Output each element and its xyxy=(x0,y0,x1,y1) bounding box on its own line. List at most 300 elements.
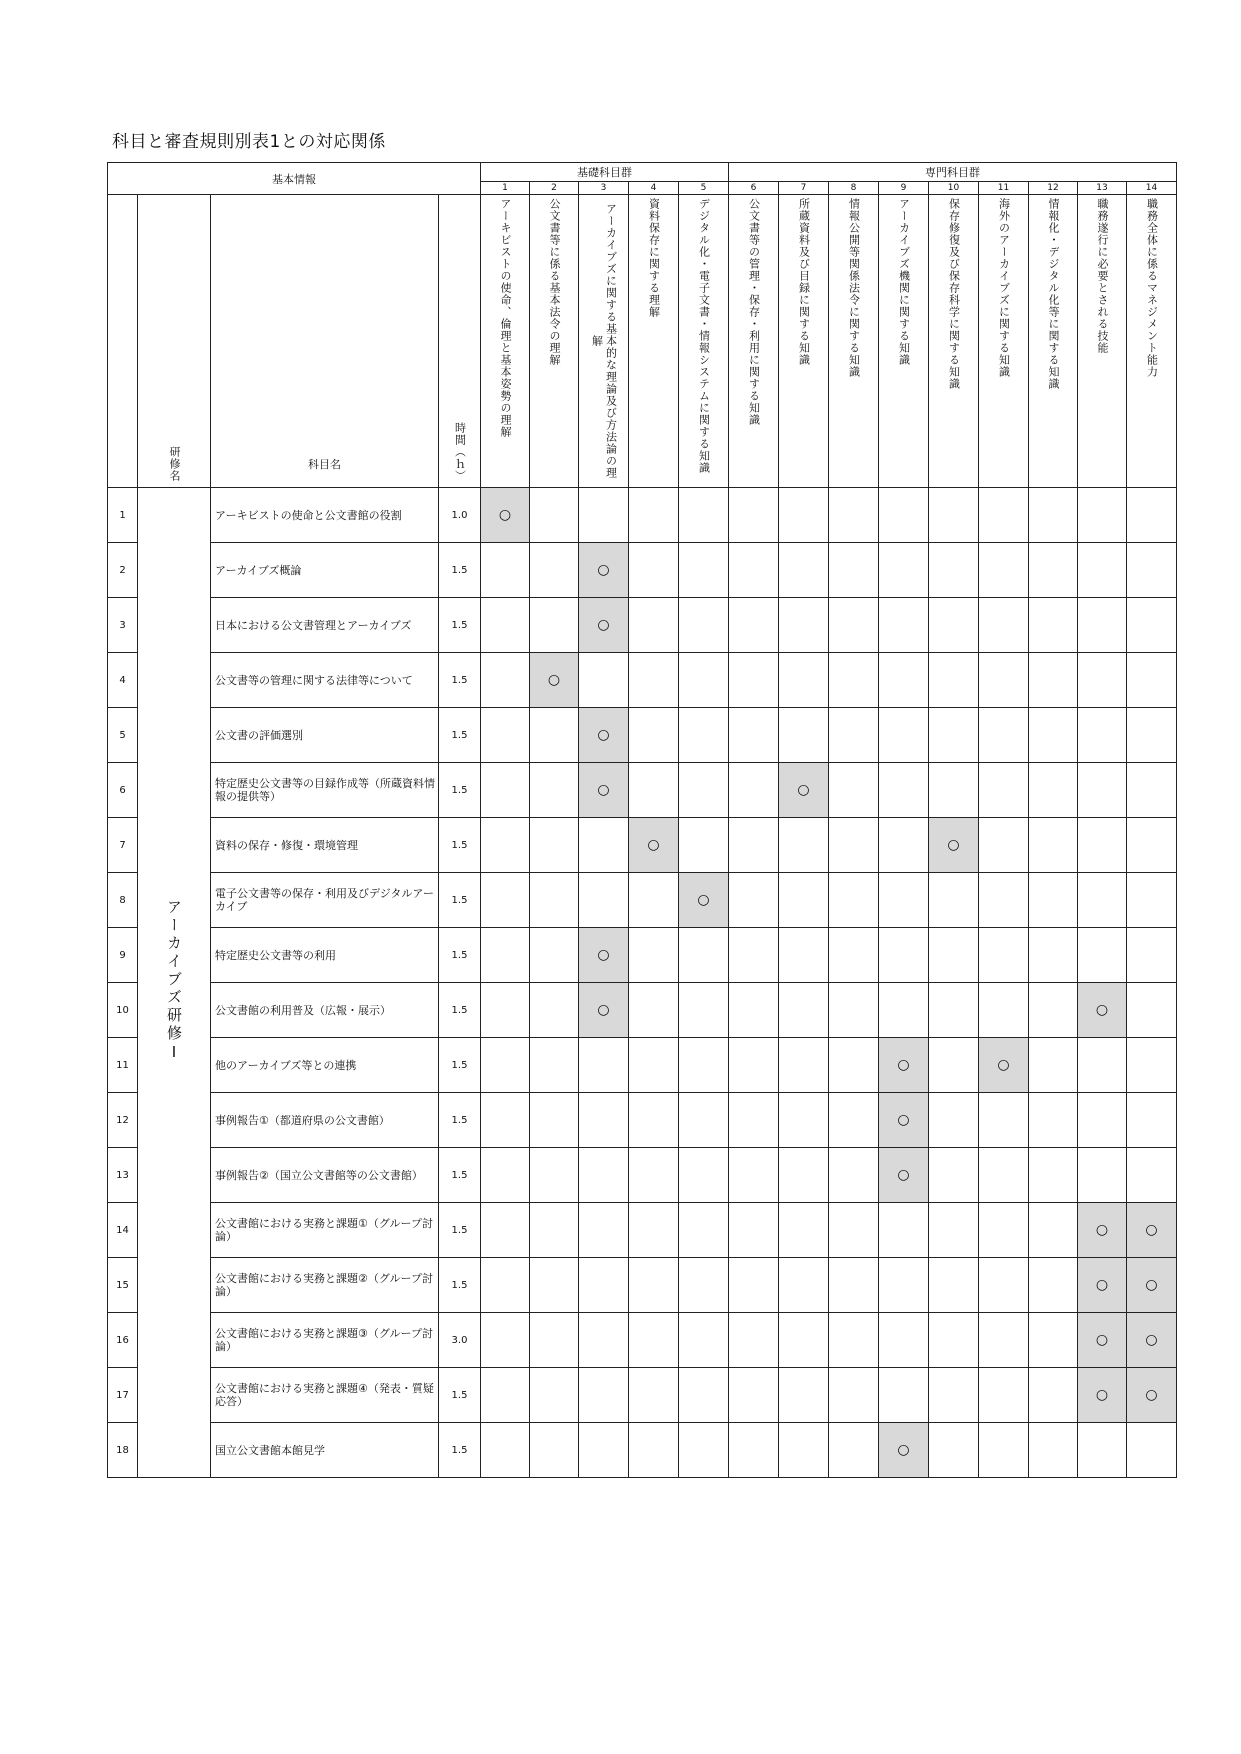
mark-circle: ○ xyxy=(498,507,512,523)
mark-cell xyxy=(579,763,629,818)
mark-cell xyxy=(481,983,530,1038)
mark-cell xyxy=(481,653,530,708)
mark-circle: ○ xyxy=(897,1442,910,1458)
criteria-label: 公文書等の管理・保存・利用に関する知識 xyxy=(747,198,761,426)
mark-cell xyxy=(1127,1313,1177,1368)
mark-cell xyxy=(929,653,979,708)
mark-cell xyxy=(979,543,1029,598)
mark-cell xyxy=(1029,1038,1078,1093)
mark-cell xyxy=(1127,598,1177,653)
mark-circle: ○ xyxy=(597,1002,610,1018)
mark-cell xyxy=(1029,598,1078,653)
mark-circle: ○ xyxy=(897,1167,910,1183)
mark-cell xyxy=(530,1423,579,1478)
mark-cell xyxy=(929,1368,979,1423)
subject-cell: 公文書等の管理に関する法律等について xyxy=(211,653,439,708)
mark-cell xyxy=(729,1368,779,1423)
mark-cell xyxy=(481,1203,530,1258)
mark-cell xyxy=(579,598,629,653)
mark-cell xyxy=(1029,873,1078,928)
mark-cell xyxy=(979,928,1029,983)
mark-cell xyxy=(729,1093,779,1148)
mark-cell xyxy=(1127,488,1177,543)
mark-cell xyxy=(530,1313,579,1368)
mark-cell xyxy=(979,763,1029,818)
criteria-column-header xyxy=(481,195,530,488)
mark-cell xyxy=(1078,598,1127,653)
mark-cell xyxy=(530,1093,579,1148)
mark-cell xyxy=(729,488,779,543)
course-name-label: 研修名 xyxy=(168,446,181,482)
column-number: 13 xyxy=(1078,182,1127,195)
mark-cell xyxy=(1127,763,1177,818)
mark-cell xyxy=(1078,763,1127,818)
hours-cell: 1.5 xyxy=(439,928,481,983)
mark-cell xyxy=(629,983,679,1038)
mark-cell xyxy=(1029,763,1078,818)
row-number: 7 xyxy=(108,818,138,873)
mark-cell xyxy=(779,983,829,1038)
mark-cell xyxy=(929,763,979,818)
mark-cell xyxy=(629,1258,679,1313)
subject-cell: 事例報告①（都道府県の公文書館） xyxy=(211,1093,439,1148)
mark-cell xyxy=(929,708,979,763)
mark-cell xyxy=(1078,1368,1127,1423)
column-number: 12 xyxy=(1029,182,1078,195)
mark-circle: ○ xyxy=(947,837,960,853)
mark-cell xyxy=(929,488,979,543)
mark-cell xyxy=(629,1093,679,1148)
mark-circle: ○ xyxy=(597,562,610,578)
subject-cell: アーキビストの使命と公文書館の役割 xyxy=(211,488,439,543)
mark-cell xyxy=(1029,1368,1078,1423)
mark-cell xyxy=(729,1423,779,1478)
mark-cell xyxy=(879,653,929,708)
mark-cell xyxy=(679,543,729,598)
criteria-label: アーカイブズ機関に関する知識 xyxy=(897,198,911,366)
mark-cell xyxy=(879,543,929,598)
mark-cell xyxy=(579,1203,629,1258)
mark-cell xyxy=(1127,543,1177,598)
table-row xyxy=(108,818,1177,873)
criteria-column-header xyxy=(530,195,579,488)
column-number: 4 xyxy=(629,182,679,195)
hours-cell: 1.5 xyxy=(439,1203,481,1258)
criteria-label: デジタル化・電子文書・情報システムに関する知識 xyxy=(697,198,711,474)
mark-cell xyxy=(1078,488,1127,543)
table-row xyxy=(108,1313,1177,1368)
mark-cell xyxy=(579,818,629,873)
mark-cell xyxy=(1127,983,1177,1038)
mark-cell xyxy=(579,1038,629,1093)
mark-cell xyxy=(1078,1203,1127,1258)
row-number: 14 xyxy=(108,1203,138,1258)
mark-cell xyxy=(530,1368,579,1423)
mark-cell xyxy=(481,818,530,873)
mark-cell xyxy=(1029,1203,1078,1258)
mark-cell xyxy=(1127,1368,1177,1423)
mark-cell xyxy=(1078,1313,1127,1368)
mark-cell xyxy=(530,873,579,928)
mark-cell xyxy=(829,543,879,598)
mark-cell xyxy=(579,653,629,708)
mark-cell xyxy=(679,928,729,983)
mark-cell xyxy=(1078,1423,1127,1478)
mark-cell xyxy=(879,1093,929,1148)
course-name: アーカイブズ研修Ⅰ xyxy=(165,898,183,1064)
mark-cell xyxy=(481,1258,530,1313)
criteria-column-header xyxy=(1127,195,1177,488)
table-row xyxy=(108,488,1177,543)
criteria-label: 職務全体に係るマネジメント能力 xyxy=(1145,198,1159,378)
mark-cell xyxy=(679,488,729,543)
subject-cell: 電子公文書等の保存・利用及びデジタルアーカイブ xyxy=(211,873,439,928)
table-row xyxy=(108,1148,1177,1203)
mark-cell xyxy=(1029,928,1078,983)
mark-cell xyxy=(879,1258,929,1313)
mark-cell xyxy=(481,1148,530,1203)
mark-cell xyxy=(879,1038,929,1093)
column-number: 11 xyxy=(979,182,1029,195)
mark-cell xyxy=(629,1313,679,1368)
hours-cell: 1.5 xyxy=(439,873,481,928)
hours-cell: 1.5 xyxy=(439,763,481,818)
mark-cell xyxy=(979,1093,1029,1148)
mark-cell xyxy=(829,653,879,708)
mark-circle: ○ xyxy=(597,782,610,798)
mark-cell xyxy=(679,1148,729,1203)
mark-cell xyxy=(1029,1093,1078,1148)
mark-cell xyxy=(729,983,779,1038)
mark-cell xyxy=(1029,488,1078,543)
mark-cell xyxy=(530,763,579,818)
column-number: 14 xyxy=(1127,182,1177,195)
mark-circle: ○ xyxy=(1095,1222,1109,1238)
mark-circle: ○ xyxy=(1095,1332,1109,1348)
mark-cell xyxy=(879,873,929,928)
criteria-column-header xyxy=(879,195,929,488)
mark-cell xyxy=(829,1423,879,1478)
mark-cell xyxy=(679,763,729,818)
mark-cell xyxy=(629,873,679,928)
mark-cell xyxy=(879,1203,929,1258)
mark-cell xyxy=(1029,818,1078,873)
mark-cell xyxy=(629,763,679,818)
page-title: 科目と審査規則別表1との対応関係 xyxy=(112,132,386,152)
row-number: 13 xyxy=(108,1148,138,1203)
hours-label: 時間（ｈ） xyxy=(453,422,467,482)
mark-cell xyxy=(1029,708,1078,763)
subject-cell: 特定歴史公文書等の利用 xyxy=(211,928,439,983)
mark-circle: ○ xyxy=(547,672,561,688)
hours-cell: 1.5 xyxy=(439,653,481,708)
subject-label: 科目名 xyxy=(308,458,341,471)
criteria-label: 所蔵資料及び目録に関する知識 xyxy=(797,198,811,366)
mark-cell xyxy=(929,1423,979,1478)
mark-cell xyxy=(1127,1148,1177,1203)
criteria-label: 公文書等に係る基本法令の理解 xyxy=(548,198,561,366)
mark-cell xyxy=(481,488,530,543)
mark-cell xyxy=(629,598,679,653)
mark-circle: ○ xyxy=(997,1057,1010,1073)
mark-cell xyxy=(779,928,829,983)
table-row xyxy=(108,1368,1177,1423)
mark-cell xyxy=(579,928,629,983)
mark-cell xyxy=(629,488,679,543)
mark-cell xyxy=(579,1368,629,1423)
mark-cell xyxy=(779,1313,829,1368)
no-column-header xyxy=(108,195,138,488)
mark-cell xyxy=(679,598,729,653)
mark-cell xyxy=(929,1093,979,1148)
row-number: 11 xyxy=(108,1038,138,1093)
mark-cell xyxy=(979,653,1029,708)
mark-circle: ○ xyxy=(647,837,660,853)
mark-cell xyxy=(579,1148,629,1203)
mark-cell xyxy=(1029,983,1078,1038)
row-number: 17 xyxy=(108,1368,138,1423)
mark-cell xyxy=(1029,543,1078,598)
mark-circle: ○ xyxy=(597,617,610,633)
mark-cell xyxy=(1078,1148,1127,1203)
mark-cell xyxy=(979,598,1029,653)
mark-cell xyxy=(779,543,829,598)
mark-cell xyxy=(1078,873,1127,928)
course-name-cell xyxy=(138,488,211,1478)
subject-cell: 公文書館における実務と課題③（グループ討論） xyxy=(211,1313,439,1368)
mark-cell xyxy=(629,1038,679,1093)
mark-circle: ○ xyxy=(597,727,610,743)
hours-cell: 1.5 xyxy=(439,983,481,1038)
mark-cell xyxy=(929,1148,979,1203)
subject-cell: 公文書の評価選別 xyxy=(211,708,439,763)
row-number: 12 xyxy=(108,1093,138,1148)
table-row xyxy=(108,1258,1177,1313)
column-number: 7 xyxy=(779,182,829,195)
row-number: 15 xyxy=(108,1258,138,1313)
row-number: 9 xyxy=(108,928,138,983)
subject-cell: 資料の保存・修復・環境管理 xyxy=(211,818,439,873)
table-row xyxy=(108,983,1177,1038)
mark-cell xyxy=(929,818,979,873)
mark-cell xyxy=(879,1368,929,1423)
mark-cell xyxy=(530,928,579,983)
column-number: 9 xyxy=(879,182,929,195)
mark-cell xyxy=(629,708,679,763)
mark-cell xyxy=(729,543,779,598)
mark-cell xyxy=(779,488,829,543)
table-row xyxy=(108,1093,1177,1148)
mark-cell xyxy=(1127,1423,1177,1478)
hours-header xyxy=(439,195,481,488)
mark-cell xyxy=(729,1313,779,1368)
hours-cell: 1.5 xyxy=(439,1038,481,1093)
mark-cell xyxy=(829,763,879,818)
mark-circle: ○ xyxy=(797,782,810,798)
column-number: 6 xyxy=(729,182,779,195)
mark-cell xyxy=(929,983,979,1038)
mark-cell xyxy=(530,1038,579,1093)
mark-cell xyxy=(481,1423,530,1478)
mark-circle: ○ xyxy=(1145,1387,1158,1403)
mark-circle: ○ xyxy=(1145,1277,1158,1293)
mark-cell xyxy=(879,1423,929,1478)
mark-cell xyxy=(879,1148,929,1203)
mark-cell xyxy=(679,818,729,873)
mark-cell xyxy=(879,983,929,1038)
mark-cell xyxy=(629,543,679,598)
mark-cell xyxy=(1127,653,1177,708)
mark-cell xyxy=(579,708,629,763)
mark-cell xyxy=(679,1093,729,1148)
mark-cell xyxy=(679,873,729,928)
mark-cell xyxy=(829,928,879,983)
mark-cell xyxy=(829,1313,879,1368)
mark-cell xyxy=(729,598,779,653)
mark-cell xyxy=(679,1313,729,1368)
mark-cell xyxy=(481,708,530,763)
mark-cell xyxy=(879,818,929,873)
mark-cell xyxy=(629,1203,679,1258)
row-number: 6 xyxy=(108,763,138,818)
column-number: 1 xyxy=(481,182,530,195)
mark-cell xyxy=(979,1148,1029,1203)
criteria-column-header xyxy=(1078,195,1127,488)
subject-cell: 公文書館における実務と課題④（発表・質疑応答） xyxy=(211,1368,439,1423)
mark-circle: ○ xyxy=(1095,1002,1109,1018)
mark-cell xyxy=(530,708,579,763)
mark-cell xyxy=(729,873,779,928)
mark-cell xyxy=(779,763,829,818)
row-number: 2 xyxy=(108,543,138,598)
mark-cell xyxy=(729,1203,779,1258)
mark-cell xyxy=(779,1203,829,1258)
column-number: 8 xyxy=(829,182,879,195)
mark-cell xyxy=(729,653,779,708)
mark-cell xyxy=(729,1038,779,1093)
mark-cell xyxy=(481,873,530,928)
mark-cell xyxy=(530,1258,579,1313)
hours-cell: 1.5 xyxy=(439,708,481,763)
mark-cell xyxy=(979,1038,1029,1093)
criteria-label: 保存修復及び保存科学に関する知識 xyxy=(947,198,961,390)
mark-cell xyxy=(979,708,1029,763)
subject-cell: 事例報告②（国立公文書館等の公文書館） xyxy=(211,1148,439,1203)
mark-circle: ○ xyxy=(1095,1387,1109,1403)
mark-cell xyxy=(1078,543,1127,598)
mark-cell xyxy=(1029,653,1078,708)
mark-cell xyxy=(1078,928,1127,983)
mark-cell xyxy=(629,653,679,708)
mark-cell xyxy=(829,1203,879,1258)
criteria-label: 資料保存に関する理解 xyxy=(647,198,661,318)
criteria-column-header xyxy=(679,195,729,488)
mark-cell xyxy=(579,873,629,928)
mark-cell xyxy=(829,1148,879,1203)
mark-cell xyxy=(679,1368,729,1423)
mark-cell xyxy=(1127,708,1177,763)
mark-cell xyxy=(879,598,929,653)
mark-cell xyxy=(1127,1258,1177,1313)
mark-cell xyxy=(530,1203,579,1258)
mark-cell xyxy=(481,1093,530,1148)
row-number: 10 xyxy=(108,983,138,1038)
basic-group-header: 基礎科目群 xyxy=(481,163,729,182)
row-number: 16 xyxy=(108,1313,138,1368)
mark-cell xyxy=(929,873,979,928)
column-number: 10 xyxy=(929,182,979,195)
mark-cell xyxy=(929,1313,979,1368)
hours-cell: 1.5 xyxy=(439,1148,481,1203)
mark-cell xyxy=(579,1313,629,1368)
mark-circle: ○ xyxy=(597,947,610,963)
criteria-label: アーカイブズに関する基本的な理論及び方法論の理解 xyxy=(590,203,618,479)
mark-cell xyxy=(829,598,879,653)
mark-cell xyxy=(1127,873,1177,928)
mark-cell xyxy=(629,1423,679,1478)
subject-cell: 公文書館における実務と課題①（グループ討論） xyxy=(211,1203,439,1258)
column-number: 5 xyxy=(679,182,729,195)
table-row xyxy=(108,1038,1177,1093)
mark-cell xyxy=(679,983,729,1038)
row-number: 3 xyxy=(108,598,138,653)
mark-cell xyxy=(879,763,929,818)
mark-cell xyxy=(1127,1038,1177,1093)
column-number: 3 xyxy=(579,182,629,195)
table-row xyxy=(108,598,1177,653)
row-number: 8 xyxy=(108,873,138,928)
mark-circle: ○ xyxy=(1095,1277,1109,1293)
subject-cell: 特定歴史公文書等の目録作成等（所蔵資料情報の提供等） xyxy=(211,763,439,818)
mark-cell xyxy=(779,598,829,653)
mark-cell xyxy=(530,543,579,598)
table-row xyxy=(108,708,1177,763)
mark-cell xyxy=(579,1258,629,1313)
mark-cell xyxy=(481,928,530,983)
mark-cell xyxy=(1078,708,1127,763)
mark-cell xyxy=(929,1258,979,1313)
mark-cell xyxy=(979,488,1029,543)
table-row xyxy=(108,873,1177,928)
hours-cell: 1.5 xyxy=(439,818,481,873)
hours-cell: 1.5 xyxy=(439,1093,481,1148)
mark-cell xyxy=(979,873,1029,928)
mark-cell xyxy=(530,488,579,543)
mark-cell xyxy=(779,1258,829,1313)
table-row xyxy=(108,1203,1177,1258)
mark-cell xyxy=(1078,1093,1127,1148)
mark-cell xyxy=(579,543,629,598)
mark-cell xyxy=(779,818,829,873)
mark-cell xyxy=(629,1368,679,1423)
table-row xyxy=(108,928,1177,983)
mark-cell xyxy=(729,818,779,873)
mark-cell xyxy=(1127,818,1177,873)
subject-cell: 公文書館における実務と課題②（グループ討論） xyxy=(211,1258,439,1313)
mark-cell xyxy=(829,818,879,873)
mark-cell xyxy=(979,1368,1029,1423)
row-number: 5 xyxy=(108,708,138,763)
mark-cell xyxy=(481,1313,530,1368)
mark-circle: ○ xyxy=(697,892,710,908)
hours-cell: 1.5 xyxy=(439,543,481,598)
column-number: 2 xyxy=(530,182,579,195)
mark-cell xyxy=(481,543,530,598)
mark-circle: ○ xyxy=(1145,1332,1158,1348)
mark-cell xyxy=(1127,1203,1177,1258)
specialized-group-header: 専門科目群 xyxy=(729,163,1177,182)
subject-cell: アーカイブズ概論 xyxy=(211,543,439,598)
